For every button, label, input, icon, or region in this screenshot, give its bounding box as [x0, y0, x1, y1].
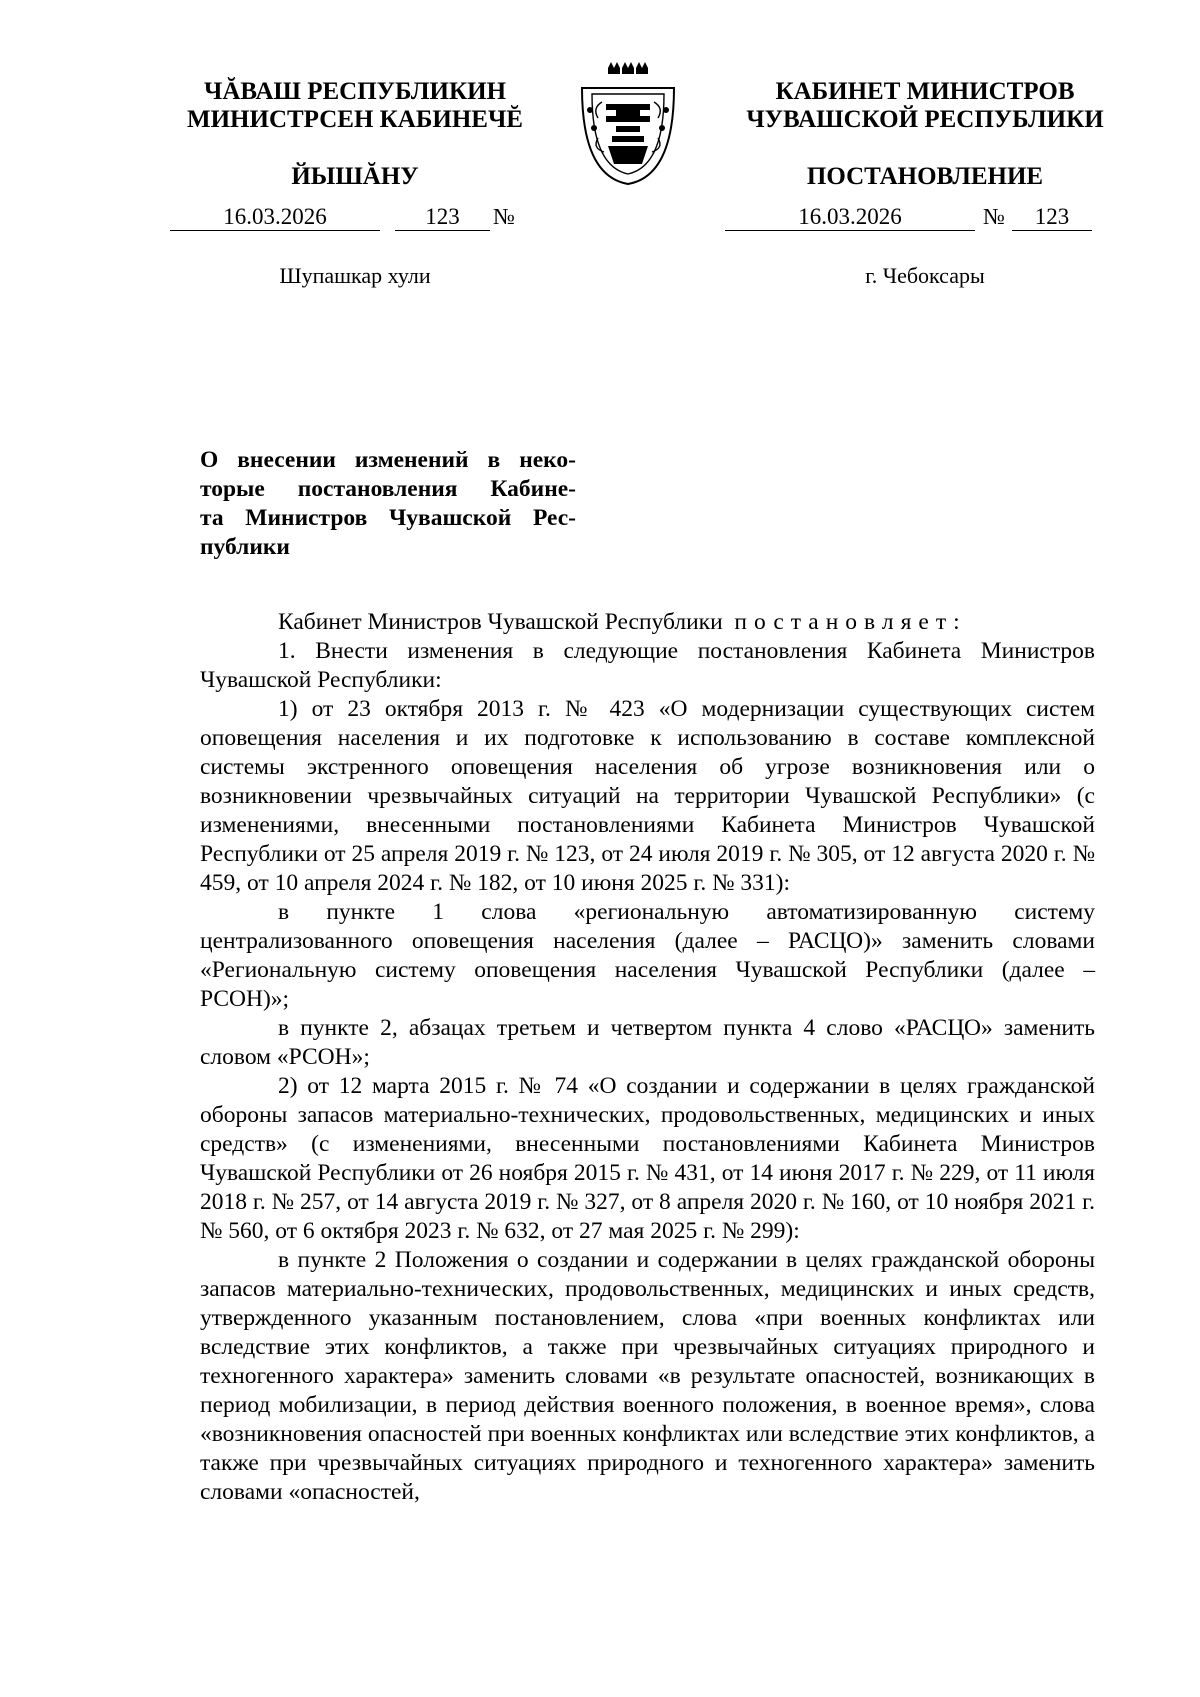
header-right-line2: ЧУВАШСКОЙ РЕСПУБЛИКИ	[746, 106, 1104, 133]
body-paragraph-1: 1. Внести изменения в следующие постановления Кабинета Министров Чувашской Республики:	[200, 638, 1095, 693]
right-date-field: 16.03.2026	[725, 204, 975, 231]
right-number-field: 123	[1012, 204, 1092, 231]
left-date-field: 16.03.2026	[170, 204, 380, 231]
body-paragraph-2: 1) от 23 октября 2013 г. № 423 «О модернизации существующих систем оповещения населения и их подготовке к использованию в составе комплексной системы экстренного оповещения населения об угрозе возникновения или о возникновении чрезвычайных ситуаций на территории Чувашской Республики» (с изменениями, внесенными постановлениями Кабинета Министров Чувашской Республики от 25 апреля 2019 г. № 123, от 24 июля 2019 г. № 305, от 12 августа 2020 г. № 459, от 10 апреля 2024 г. № 182, от 10 июня 2025 г. № 331):	[200, 696, 1095, 896]
left-city: Шупашкар хули	[279, 263, 431, 288]
header-left-title	[160, 78, 550, 134]
title-line-2: торые постановления Кабине-	[200, 476, 576, 502]
left-number-field: 123	[395, 204, 490, 231]
header-left-line1: ЧĂВАШ РЕСПУБЛИКИН	[203, 78, 507, 105]
chuvash-republic-emblem	[568, 58, 688, 188]
preamble-action: постановляет:	[734, 609, 967, 635]
body-paragraph-3: в пункте 1 слова «региональную автоматизированную систему централизованного оповещения населения (далее – РАСЦО)» заменить словами «Региональную систему оповещения населения Чувашской Республики (далее – РСОН)»;	[200, 899, 1095, 1012]
right-city: г. Чебоксары	[865, 263, 985, 288]
header-right-title	[700, 78, 1150, 134]
preamble-paragraph	[200, 608, 1095, 637]
left-number-sign: №	[493, 204, 515, 229]
header-right-doc-type: ПОСТАНОВЛЕНИЕ	[806, 163, 1044, 190]
title-line-1: О внесении изменений в неко-	[200, 447, 576, 473]
body-paragraph-6: в пункте 2 Положения о создании и содержании в целях гражданской обороны запасов материально-технических, продовольственных, медицинских и иных средств, утвержденного указанным постановлением, слова «при военных конфликтах или вследствие этих конфликтов, а также при чрезвычайных ситуациях природного и техногенного характера» заменить словами «в результате опасностей, возникающих в период мобилизации, в период действия военного положения, в военное время», слова «возникновения опасностей при военных конфликтах или вследствие этих конфликтов, а также при чрезвычайных ситуациях природного и техногенного характера» заменить словами «опасностей,	[200, 1247, 1095, 1505]
header-left-line2: МИНИСТРСЕН КАБИНЕЧĔ	[187, 106, 523, 133]
document-body	[200, 608, 1095, 1507]
title-line-3: та Министров Чувашской Рес-	[200, 505, 576, 531]
title-line-4: публики	[200, 534, 290, 560]
header-right-line1: КАБИНЕТ МИНИСТРОВ	[775, 78, 1075, 105]
right-number-sign: №	[983, 204, 1005, 229]
preamble-text: Кабинет Министров Чувашской Республики	[278, 609, 723, 635]
body-paragraph-4: в пункте 2, абзацах третьем и четвертом пункта 4 слово «РАСЦО» заменить словом «РСОН»;	[200, 1015, 1095, 1070]
document-title	[200, 446, 576, 562]
body-paragraph-5: 2) от 12 марта 2015 г. № 74 «О создании и содержании в целях гражданской обороны запасов материально-технических, продовольственных, медицинских и иных средств» (с изменениями, внесенными постановлениями Кабинета Министров Чувашской Республики от 26 ноября 2015 г. № 431, от 14 июня 2017 г. № 229, от 11 июля 2018 г. № 257, от 14 августа 2019 г. № 327, от 8 апреля 2020 г. № 160, от 10 ноября 2021 г. № 560, от 6 октября 2023 г. № 632, от 27 мая 2025 г. № 299):	[200, 1073, 1095, 1244]
header-left-doc-type: ЙЫШĂНУ	[291, 163, 419, 190]
